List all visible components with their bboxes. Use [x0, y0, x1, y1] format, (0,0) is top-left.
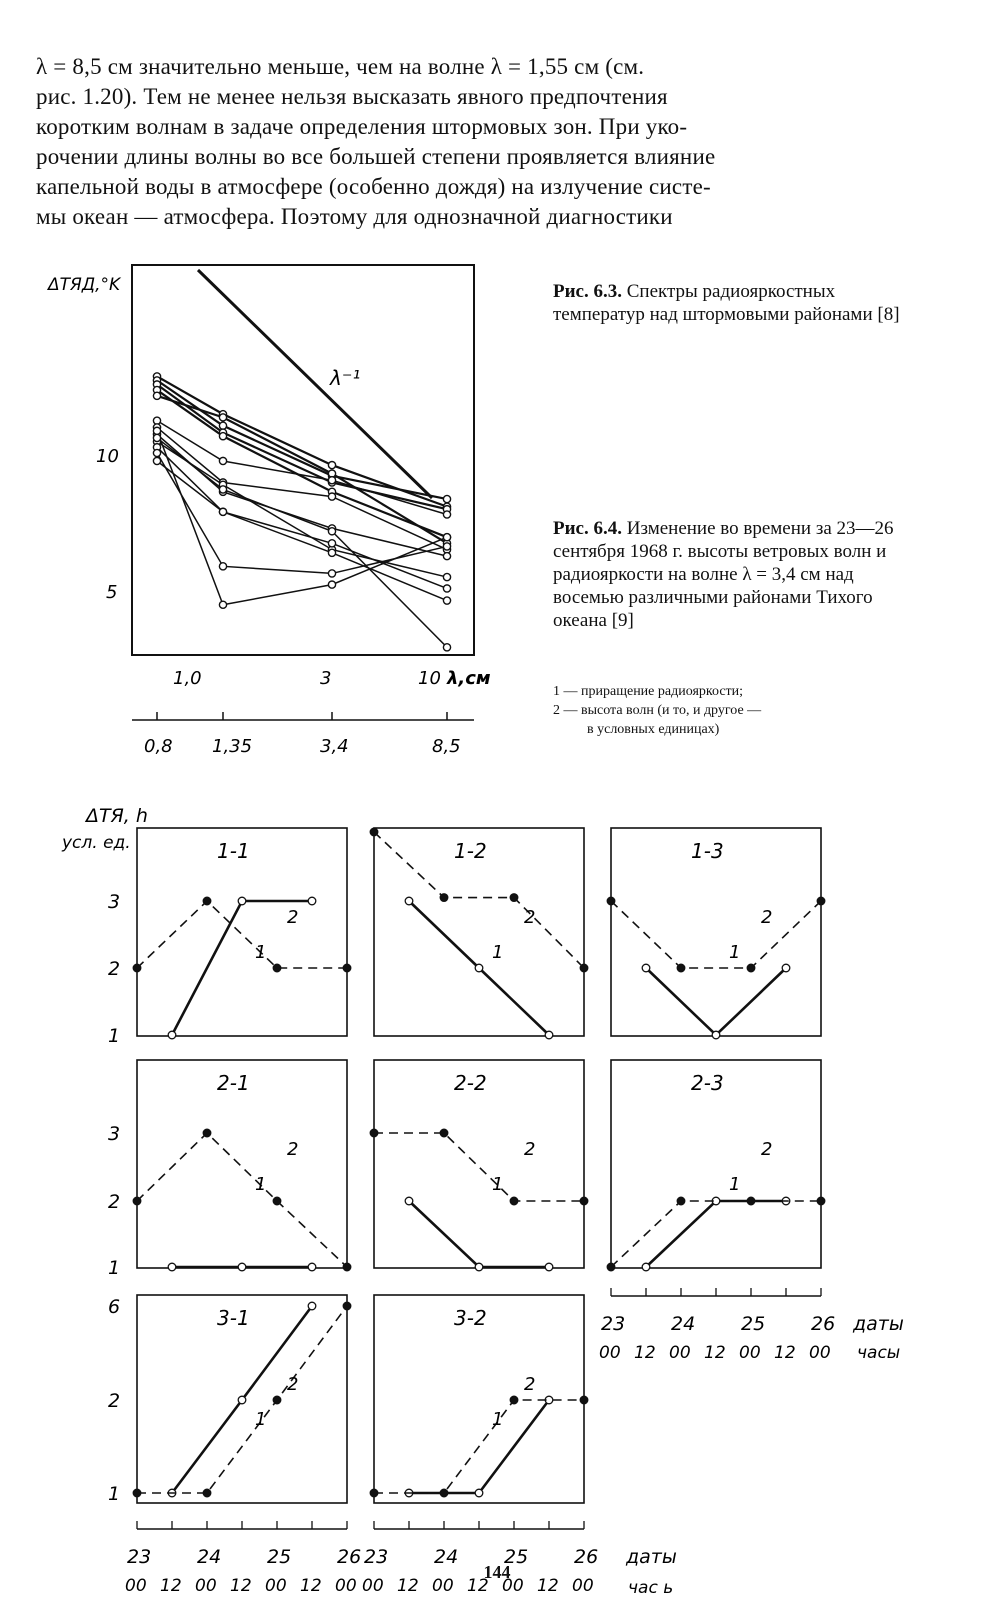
spectrum-line — [157, 461, 447, 601]
spectrum-point — [328, 528, 335, 535]
curve-2-point — [747, 964, 755, 972]
hour-tick-label: 12 — [160, 1576, 182, 1596]
curve-1-point — [308, 897, 316, 905]
hour-tick-label: 00 — [599, 1343, 621, 1363]
panel-label: 1-1 — [217, 839, 250, 863]
curve-1-point — [238, 1396, 246, 1404]
curve-label-2: 2 — [761, 907, 773, 928]
curve-2-point — [370, 828, 378, 836]
hour-tick-label: 00 — [195, 1576, 217, 1596]
curve-2-point — [273, 1396, 281, 1404]
curve-2-point — [133, 964, 141, 972]
curve-2-line — [374, 1400, 584, 1493]
y-tick-label: 2 — [108, 958, 121, 980]
curve-label-1: 1 — [729, 942, 741, 963]
text-line: капельной воды в атмосфере (особенно дождя) на излучение систе- — [36, 174, 711, 199]
curve-label-1: 1 — [729, 1174, 741, 1195]
curve-2-point — [677, 964, 685, 972]
panel-2-3 — [607, 1060, 825, 1271]
spectrum-point — [443, 553, 450, 560]
curve-1-line — [646, 968, 786, 1035]
hour-tick-label: 12 — [537, 1576, 559, 1596]
spectrum-point — [219, 563, 226, 570]
spectrum-point — [219, 422, 226, 429]
figure-6-4-legend — [553, 682, 933, 739]
slope-label: λ⁻¹ — [330, 366, 361, 390]
curve-label-2: 2 — [287, 907, 299, 928]
spectrum-point — [219, 508, 226, 515]
spectrum-point — [443, 585, 450, 592]
spectrum-point — [328, 493, 335, 500]
y-tick-label: 1 — [108, 1025, 121, 1047]
page-number: 144 — [483, 1562, 511, 1582]
spectrum-point — [443, 511, 450, 518]
spectrum-point — [153, 457, 160, 464]
hour-tick-label: 12 — [467, 1576, 489, 1596]
spectrum-point — [219, 414, 226, 421]
panel-1-1 — [133, 828, 351, 1039]
curve-1-point — [238, 897, 246, 905]
date-tick-label: 26 — [337, 1546, 362, 1568]
curve-2-point — [343, 1302, 351, 1310]
spectrum-point — [443, 495, 450, 502]
spectrum-line — [157, 376, 447, 506]
curve-2-line — [611, 1201, 821, 1267]
figure-6-4-caption — [553, 517, 923, 632]
curve-label-2: 2 — [524, 907, 536, 928]
y-tick-label: 5 — [106, 582, 118, 603]
curve-2-point — [677, 1197, 685, 1205]
curve-2-point — [510, 1197, 518, 1205]
caption-label: Рис. 6.3. — [553, 281, 622, 302]
hour-tick-label: 00 — [502, 1576, 524, 1596]
caption-label: Рис. 6.4. — [553, 518, 622, 539]
curve-label-2: 2 — [287, 1139, 299, 1160]
curve-1-point — [642, 964, 650, 972]
curve-1-point — [238, 1263, 246, 1271]
curve-2-point — [580, 1197, 588, 1205]
curve-2-point — [440, 894, 448, 902]
curve-1-point — [545, 1031, 553, 1039]
caption-text: Спектры радиояркостных температур над штормовыми районами [8] — [553, 281, 900, 325]
spectrum-point — [219, 601, 226, 608]
panel-label: 1-3 — [691, 839, 724, 863]
curve-2-point — [343, 1263, 351, 1271]
curve-label-2: 2 — [761, 1139, 773, 1160]
hour-tick-label: 00 — [335, 1576, 357, 1596]
spectrum-point — [328, 461, 335, 468]
text-line: рочении длины волны во все большей степени проявляется влияние — [36, 144, 716, 169]
curve-2-point — [273, 1197, 281, 1205]
curve-2-point — [343, 964, 351, 972]
hour-tick-label: 12 — [634, 1343, 656, 1363]
spectrum-point — [219, 457, 226, 464]
date-tick-label: 24 — [434, 1546, 459, 1568]
curve-1-point — [782, 964, 790, 972]
curve-2-point — [510, 1396, 518, 1404]
curve-label-1: 1 — [492, 1174, 504, 1195]
date-tick-label: 23 — [127, 1546, 152, 1568]
y-axis-label: ΔTЯ, h — [86, 805, 148, 827]
curve-2-point — [580, 964, 588, 972]
text-line: рис. 1.20). Тем не менее нельзя высказать явного предпочтения — [36, 84, 668, 109]
curve-2-point — [133, 1489, 141, 1497]
spectrum-point — [328, 581, 335, 588]
curve-label-1: 1 — [255, 1174, 267, 1195]
curve-2-point — [607, 897, 615, 905]
figure-6-3-chart — [0, 250, 540, 760]
caption-text: Изменение во времени за 23—26 сентября 1968 г. высоты ветровых волн и радиояркости на волне λ = 3,4 см над восемью различными районами Тихого океана [9] — [553, 518, 894, 631]
curve-1-point — [475, 1489, 483, 1497]
curve-label-1: 1 — [492, 942, 504, 963]
date-tick-label: 24 — [197, 1546, 222, 1568]
panel-label: 2-2 — [454, 1071, 487, 1095]
hour-tick-label: 00 — [362, 1576, 384, 1596]
curve-2-point — [203, 897, 211, 905]
spectrum-point — [219, 433, 226, 440]
spectrum-point — [443, 534, 450, 541]
date-tick-label: 25 — [741, 1313, 766, 1335]
hour-tick-label: 12 — [300, 1576, 322, 1596]
text-line: коротким волнам в задаче определения штормовых зон. При уко- — [36, 114, 688, 139]
panel-label: 2-3 — [691, 1071, 724, 1095]
lambda-tick-label: 8,5 — [432, 736, 461, 757]
curve-2-line — [137, 1133, 347, 1267]
y-tick-label: 2 — [108, 1191, 121, 1213]
panel-1-2 — [370, 828, 588, 1039]
curve-label-1: 1 — [492, 1409, 504, 1430]
hour-tick-label: 12 — [704, 1343, 726, 1363]
figure-6-3-caption — [553, 280, 923, 326]
spectrum-point — [153, 434, 160, 441]
dates-label: даты — [626, 1546, 677, 1568]
curve-1-point — [168, 1263, 176, 1271]
date-tick-label: 26 — [811, 1313, 836, 1335]
panel-label: 3-1 — [217, 1306, 250, 1330]
body-paragraph — [36, 52, 966, 232]
curve-label-2: 2 — [524, 1374, 536, 1395]
curve-2-point — [273, 964, 281, 972]
spectrum-point — [328, 540, 335, 547]
spectrum-point — [443, 543, 450, 550]
lambda-tick-label: 3,4 — [320, 736, 349, 757]
dates-label: даты — [853, 1313, 904, 1335]
curve-1-line — [409, 1201, 549, 1267]
y-tick-label: 1 — [108, 1257, 121, 1279]
curve-2-point — [370, 1489, 378, 1497]
hour-tick-label: 00 — [669, 1343, 691, 1363]
curve-1-point — [308, 1302, 316, 1310]
curve-1-point — [405, 1197, 413, 1205]
curve-1-point — [545, 1263, 553, 1271]
curve-1-point — [642, 1263, 650, 1271]
date-tick-label: 23 — [601, 1313, 626, 1335]
y-tick-label: 1 — [108, 1483, 121, 1505]
hours-label: часы — [857, 1343, 901, 1363]
hour-tick-label: 00 — [739, 1343, 761, 1363]
hour-tick-label: 00 — [125, 1576, 147, 1596]
x-tick-label: 10 — [418, 668, 441, 689]
curve-label-2: 2 — [287, 1374, 299, 1395]
spectrum-point — [153, 449, 160, 456]
curve-1-point — [405, 897, 413, 905]
spectrum-point — [219, 486, 226, 493]
curve-2-point — [203, 1489, 211, 1497]
panel-3-2 — [370, 1295, 588, 1503]
curve-2-point — [607, 1263, 615, 1271]
spectrum-point — [443, 573, 450, 580]
curve-2-point — [133, 1197, 141, 1205]
curve-2-point — [510, 894, 518, 902]
curve-2-line — [374, 1133, 584, 1201]
lambda-tick-label: 0,8 — [144, 736, 173, 757]
panel-1-3 — [607, 828, 825, 1039]
panel-label: 3-2 — [454, 1306, 487, 1330]
curve-label-1: 1 — [255, 1409, 267, 1430]
hour-tick-label: 12 — [774, 1343, 796, 1363]
y-tick-label: 3 — [108, 891, 121, 913]
legend-item: 1 — приращение радиояркости; — [553, 684, 744, 699]
y-axis-units: усл. ед. — [62, 833, 131, 853]
curve-2-point — [817, 897, 825, 905]
x-tick-label: 3 — [320, 668, 332, 689]
date-tick-label: 25 — [267, 1546, 292, 1568]
hour-tick-label: 00 — [809, 1343, 831, 1363]
text-line: λ = 8,5 см значительно меньше, чем на волне λ = 1,55 см (см. — [36, 54, 645, 79]
panel-label: 1-2 — [454, 839, 487, 863]
spectrum-point — [153, 392, 160, 399]
date-tick-label: 23 — [364, 1546, 389, 1568]
curve-2-point — [817, 1197, 825, 1205]
date-tick-label: 26 — [574, 1546, 599, 1568]
curve-2-point — [370, 1129, 378, 1137]
legend-item: в условных единицах) — [587, 722, 720, 737]
hours-label: час ь — [628, 1578, 674, 1598]
spectrum-point — [328, 477, 335, 484]
curve-2-point — [747, 1197, 755, 1205]
hour-tick-label: 00 — [432, 1576, 454, 1596]
hour-tick-label: 00 — [265, 1576, 287, 1596]
hour-tick-label: 12 — [397, 1576, 419, 1596]
spectrum-point — [443, 644, 450, 651]
date-tick-label: 25 — [504, 1546, 529, 1568]
spectrum-point — [328, 570, 335, 577]
curve-2-point — [203, 1129, 211, 1137]
y-tick-label: 10 — [96, 446, 119, 467]
hour-tick-label: 12 — [230, 1576, 252, 1596]
spectrum-point — [153, 427, 160, 434]
curve-1-line — [646, 1201, 786, 1267]
date-tick-label: 24 — [671, 1313, 696, 1335]
curve-2-line — [137, 901, 347, 968]
y-tick-label: 3 — [108, 1123, 121, 1145]
legend-item: 2 — высота волн (и то, и другое — — [553, 703, 762, 718]
spectrum-line — [157, 380, 447, 499]
curve-2-point — [580, 1396, 588, 1404]
panel-3-1 — [133, 1295, 351, 1503]
hour-tick-label: 00 — [572, 1576, 594, 1596]
curve-2-line — [611, 901, 821, 968]
y-tick-label: 6 — [108, 1296, 121, 1318]
spectrum-point — [328, 549, 335, 556]
curve-label-1: 1 — [255, 942, 267, 963]
curve-2-point — [440, 1129, 448, 1137]
curve-label-2: 2 — [524, 1139, 536, 1160]
x-axis-label: λ,см — [447, 668, 491, 689]
curve-1-point — [475, 1263, 483, 1271]
y-axis-label: ΔTЯД,°K — [48, 275, 121, 295]
x-tick-label: 1,0 — [173, 668, 202, 689]
curve-1-point — [308, 1263, 316, 1271]
curve-2-point — [440, 1489, 448, 1497]
spectrum-point — [443, 597, 450, 604]
y-tick-label: 2 — [108, 1390, 121, 1412]
lambda-tick-label: 1,35 — [212, 736, 253, 757]
curve-1-point — [475, 964, 483, 972]
plot-frame — [132, 265, 474, 655]
text-line: мы океан — атмосфера. Поэтому для однозначной диагностики — [36, 204, 673, 229]
panel-2-1 — [133, 1060, 351, 1271]
curve-1-point — [712, 1031, 720, 1039]
curve-1-point — [168, 1031, 176, 1039]
panel-2-2 — [370, 1060, 588, 1271]
panel-label: 2-1 — [217, 1071, 250, 1095]
